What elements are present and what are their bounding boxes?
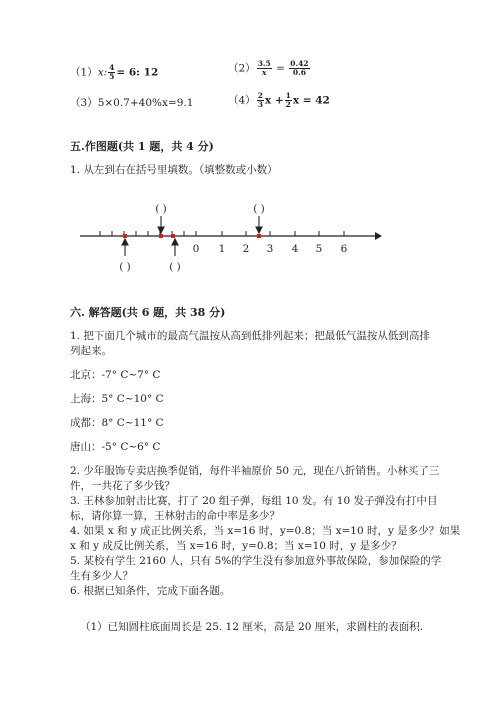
fraction: [285, 92, 292, 109]
city-tangshan: 唐山：-5° C~6° C: [70, 441, 161, 453]
equation-mid: x +: [264, 94, 284, 107]
fraction-denominator: x: [261, 68, 267, 77]
city-beijing: 北京：-7° C~7° C: [70, 369, 161, 381]
number-line: [75, 200, 385, 280]
answer-blank: ( ): [169, 261, 181, 273]
question-6-6-sub1: （1）已知圆柱底面周长是 25. 12 厘米，高是 20 厘米，求圆柱的表面积.: [80, 621, 424, 633]
answer-blank: ( ): [119, 261, 131, 273]
question-6-1-line1: 1. 把下面几个城市的最高气温按从高到低排列起来；把最低气温按从低到高排: [70, 330, 430, 342]
tick-label: 2: [242, 243, 250, 255]
point-mark: [159, 234, 163, 238]
equation-label: （3）: [70, 97, 98, 109]
question-6-6: 6. 根据已知条件，完成下面各题。: [70, 585, 231, 597]
city-chengdu: 成都：8° C~11° C: [70, 417, 164, 429]
question-6-2-line1: 2. 少年服饰专卖店换季促销，每件半袖原价 50 元，现在八折销售。小林买了三: [70, 465, 440, 477]
answer-blank: ( ): [155, 203, 167, 215]
section-6-title: 六. 解答题(共 6 题，共 38 分): [70, 306, 226, 319]
answer-blank: ( ): [253, 203, 265, 215]
equation-4: [228, 92, 330, 109]
equation-1: [70, 64, 158, 81]
question-5-1: 1. 从左到右在括号里填数。（填整数或小数）: [70, 164, 278, 176]
question-6-5-line1: 5. 某校有学生 2160 人，只有 5%的学生没有参加意外事故保险，参加保险的学: [70, 555, 442, 567]
equation-3: [70, 95, 193, 110]
question-6-3-line2: 标，请你算一算，王林射击的命中率是多少？: [70, 510, 280, 522]
equation-text: 5×0.7+40%x=9.1: [97, 97, 194, 109]
point-mark: [257, 234, 261, 238]
fraction-denominator: 3: [257, 100, 263, 109]
question-6-5-line2: 生有多少人？: [70, 570, 133, 582]
fraction: [289, 60, 309, 77]
city-shanghai: 上海：5° C~10° C: [70, 393, 164, 405]
tick-label: 5: [315, 243, 323, 255]
question-6-3-line1: 3. 王林参加射击比赛，打了 20 组子弹，每组 10 发。有 10 发子弹没有打中目: [70, 495, 438, 507]
tick-label: 6: [340, 243, 348, 255]
point-mark: [171, 234, 175, 238]
fraction-numerator: 3.5: [257, 59, 271, 68]
fraction-numerator: 0.42: [290, 59, 309, 68]
tick-label: 4: [291, 243, 299, 255]
tick-label: 1: [218, 243, 226, 255]
section-5-title: 五.作图题(共 1 题，共 4 分): [70, 140, 214, 153]
fraction-numerator: 1: [285, 91, 291, 100]
equation-variable: x:: [97, 66, 108, 79]
equation-label: （2）: [228, 62, 256, 75]
equals-sign: =: [276, 62, 285, 75]
fraction: [257, 92, 264, 109]
fraction-denominator: 5: [109, 72, 115, 81]
question-6-2-line2: 件，一共花了多少钱？: [70, 480, 175, 492]
fraction: [257, 60, 272, 77]
fraction-denominator: 2: [285, 100, 291, 109]
equation-rest: x = 42: [292, 94, 330, 107]
question-6-1-line2: 列起来。: [70, 345, 112, 357]
fraction: [108, 64, 115, 81]
tick-label: 3: [266, 243, 274, 255]
equation-label: （1）: [70, 66, 98, 79]
fraction-numerator: 4: [109, 63, 115, 72]
equation-label: （4）: [228, 94, 256, 107]
equation-2: [228, 60, 311, 77]
tick-label: 0: [192, 243, 200, 255]
point-mark: [123, 234, 127, 238]
question-6-4-line2: x 和 y 成反比例关系，当 x=16 时，y=0.8；当 x=10 时，y 是多少？: [70, 540, 402, 552]
fraction-denominator: 0.6: [292, 68, 306, 77]
equation-rest: = 6: 12: [116, 66, 159, 79]
fraction-numerator: 2: [257, 91, 263, 100]
question-6-4-line1: 4. 如果 x 和 y 成正比例关系，当 x=16 时，y=0.8；当 x=10 时，y 是多少？如果: [70, 525, 461, 537]
